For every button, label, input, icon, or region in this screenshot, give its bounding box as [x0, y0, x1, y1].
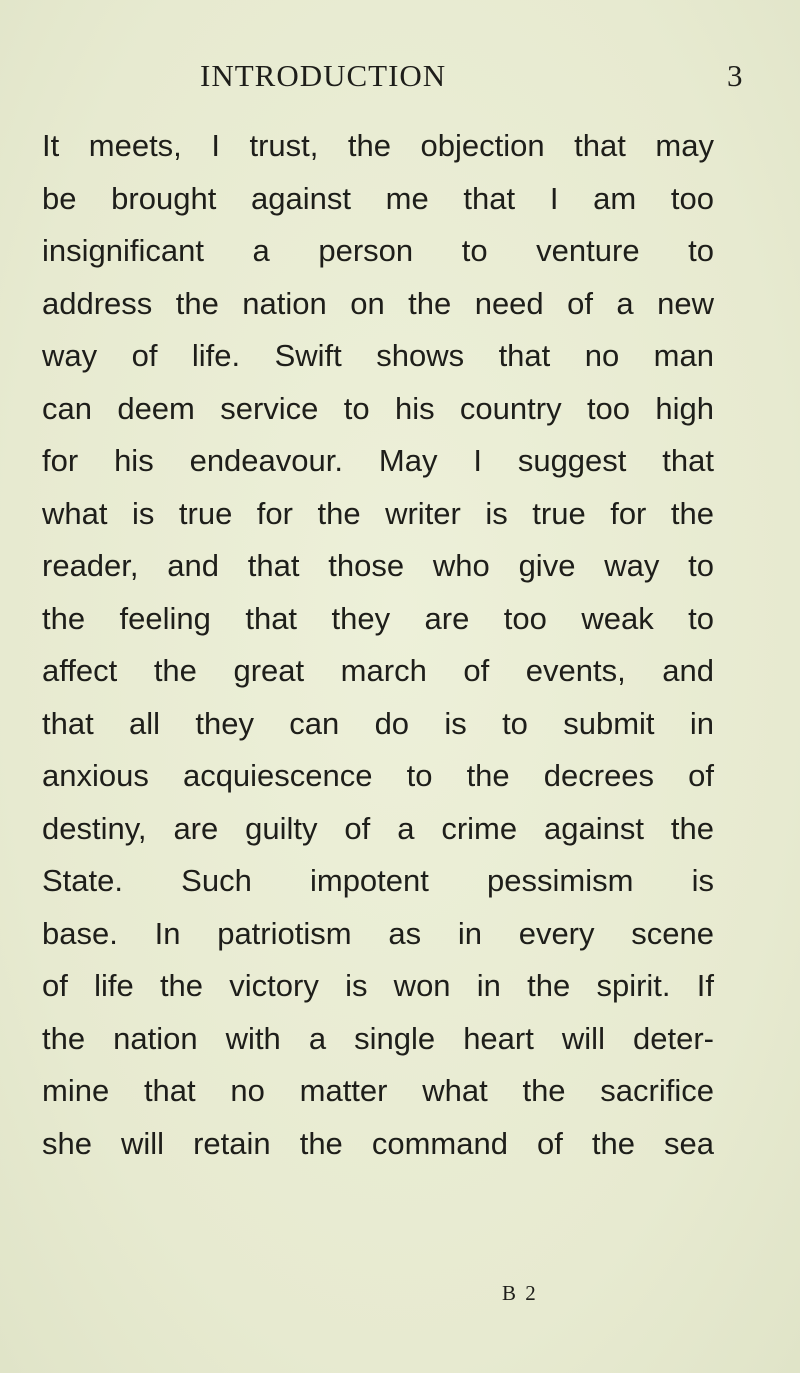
- printer-signature-mark: B 2: [502, 1281, 538, 1305]
- running-head: [0, 56, 800, 96]
- text-line: mine that no matter what the sacrifice: [42, 1073, 714, 1108]
- text-line: address the nation on the need of a new: [42, 285, 714, 321]
- text-line: be brought against me that I am too: [42, 180, 714, 216]
- text-line: destiny, are guilty of a crime against the: [42, 810, 714, 846]
- text-line: It meets, I trust, the objection that may: [42, 128, 714, 163]
- text-line: can deem service to his country too high: [42, 390, 714, 426]
- text-line: for his endeavour. May I suggest that: [42, 443, 714, 478]
- text-line: the feeling that they are too weak to: [42, 600, 714, 636]
- running-title: INTRODUCTION: [200, 58, 447, 93]
- body-paragraph: [42, 120, 714, 1170]
- page-number: 3: [727, 58, 743, 93]
- text-line: State. Such impotent pessimism is: [42, 863, 714, 898]
- text-line: insignificant a person to venture to: [42, 233, 714, 268]
- text-line: that all they can do is to submit in: [42, 705, 714, 741]
- text-line: anxious acquiescence to the decrees of: [42, 758, 714, 793]
- text-line: affect the great march of events, and: [42, 653, 714, 688]
- text-line: she will retain the command of the sea: [42, 1125, 714, 1161]
- text-line: base. In patriotism as in every scene: [42, 915, 714, 951]
- text-line: of life the victory is won in the spirit. If: [42, 968, 714, 1003]
- text-line: what is true for the writer is true for the: [42, 495, 714, 531]
- text-line: the nation with a single heart will deter-: [42, 1020, 714, 1056]
- text-line: way of life. Swift shows that no man: [42, 338, 714, 373]
- text-line: reader, and that those who give way to: [42, 548, 714, 583]
